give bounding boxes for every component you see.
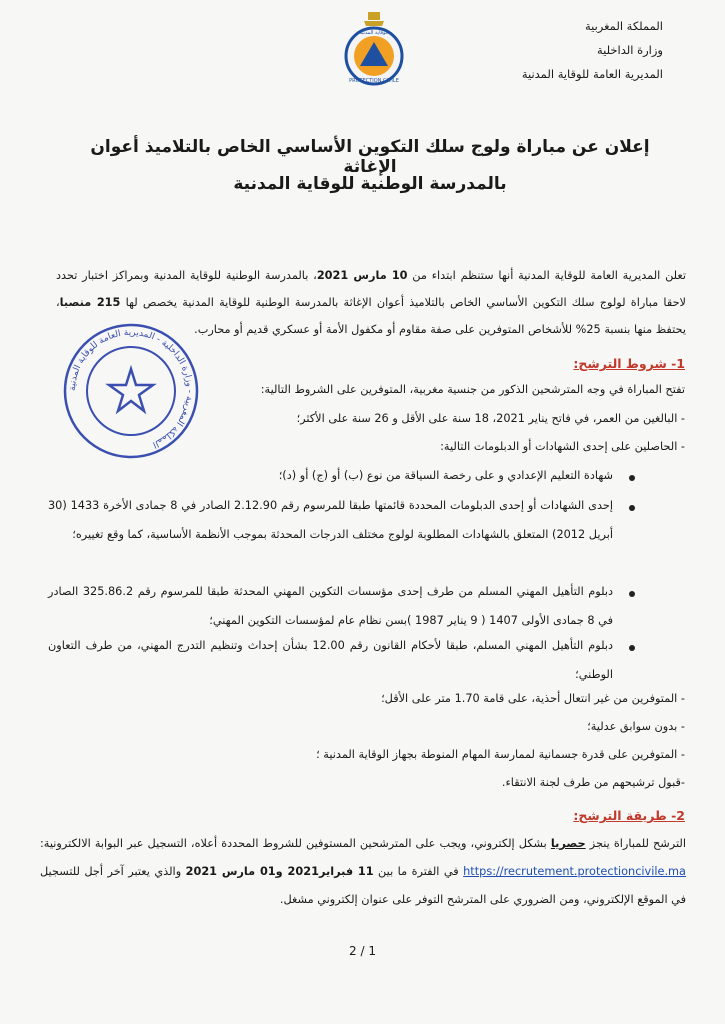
diploma-item-2: إحدى الشهادات أو إحدى الدبلومات المحددة قائمتها طبقا للمرسوم رقم 2.12.90 الصادر في 8 جمادى الأخرة 1433 (30 أبريل 2012) المتعلق بالشهادات المطلوبة لولوج مختلف الدرجات المحدثة بموجب الأنظمة الأساسية، كما وقع تغييره؛ <box>48 499 614 541</box>
logo-bottom-text: PROTECTION CIVILE <box>349 78 399 84</box>
diploma-item-4: دبلوم التأهيل المهني المسلم، طبقا لأحكام القانون رقم 12.00 بشأن إحداث وتنظيم التدرج المهني، من طرف التعاون الوطني؛ <box>48 639 613 681</box>
intro-posts-count: 215 منصبا <box>59 296 121 309</box>
bullet-icon <box>629 475 635 481</box>
announcement-title-line-1: إعلان عن مباراة ولوج سلك التكوين الأساسي الخاص بالتلاميذ أعوان الإغاثة <box>90 137 650 177</box>
intro-text-c: ، بالمدرسة الوطنية للوقاية المدنية وبمراكز اختبار تحدد لاحقا مباراة لولوج سلك التكوين الأساسي الخاص بالتلاميذ أعوان الإغاثة بالمدرسة الوطنية للوقاية المدنية يخصص لها <box>56 269 686 309</box>
bullet-icon <box>629 645 635 651</box>
letterhead <box>522 14 663 86</box>
diploma-item-1: شهادة التعليم الإعدادي و على رخصة السياقة من نوع (ب) أو (ج) أو (د)؛ <box>278 469 613 482</box>
condition-age: - البالغين من العمر، في فاتح يناير 2021، 18 سنة على الأقل و 26 سنة على الأكثر؛ <box>296 412 685 425</box>
page-number: 2 / 1 <box>349 944 376 958</box>
method-exclusive: حصريا <box>550 837 586 850</box>
condition-height: - المتوفرين من غير انتعال أحذية، على قامة 1.70 متر على الأقل؛ <box>381 692 685 705</box>
civil-protection-logo <box>334 12 414 88</box>
condition-selection: -قبول ترشيحهم من طرف لجنة الانتقاء. <box>501 776 685 789</box>
method-period: 11 فبراير2021 و01 مارس 2021 <box>185 865 374 878</box>
condition-record: - بدون سوابق عدلية؛ <box>587 720 685 733</box>
diploma-item-3: دبلوم التأهيل المهني المسلم من طرف إحدى مؤسسات التكوين المهني المحدثة طبقا للمرسوم رقم 325.86.2 الصادر في 8 جمادى الأولى 1407 ( 9 يناير 1987 )بسن نظام عام لمؤسسات التكوين المهني؛ <box>48 585 613 627</box>
method-text-d: في الفترة ما بين <box>373 865 464 878</box>
condition-fitness: - المتوفرين على قدرة جسمانية لممارسة المهام المنوطة بجهاز الوقاية المدنية ؛ <box>316 748 685 761</box>
intro-text-a: تعلن المديرية العامة للوقاية المدنية أنها ستنظم ابتداء من <box>407 269 686 282</box>
bullet-icon <box>629 505 635 511</box>
application-method-paragraph <box>40 830 686 914</box>
section-1-heading: 1- شروط الترشح: <box>573 356 685 371</box>
method-text-f: والذي يعتبر آخر أجل للتسجيل في الموقع الإلكتروني، ومن الضروري على المترشح التوفر على عنوان إلكتروني مشغل. <box>40 865 686 906</box>
recruitment-portal-link[interactable]: https://recrutement.protectioncivile.ma <box>463 865 686 878</box>
announcement-title-line-2: بالمدرسة الوطنية للوقاية المدنية <box>233 174 507 194</box>
letterhead-directorate: المديرية العامة للوقاية المدنية <box>521 67 663 81</box>
logo-top-text: الوقاية المدنية <box>359 30 389 36</box>
method-text-c: بشكل إلكتروني، ويجب على المترشحين المستوفين للشروط المحددة أعلاه، التسجيل عبر البوابة الالكترونية: <box>40 837 551 850</box>
method-text-a: الترشح للمباراة ينجز <box>585 837 686 850</box>
bullet-icon <box>629 591 635 597</box>
stamp-outer-text: المملكة المغربية - وزارة الداخلية - المديرية العامة للوقاية المدنية <box>67 327 195 450</box>
official-stamp <box>62 322 200 460</box>
moroccan-star-seal-icon <box>109 369 153 411</box>
intro-date: 10 مارس 2021 <box>316 269 408 282</box>
condition-diplomas: - الحاصلين على إحدى الشهادات أو الدبلومات التالية: <box>440 440 685 453</box>
section-2-heading: 2- طريقة الترشح: <box>573 808 685 823</box>
intro-text-e: ، يحتفظ منها بنسبة 25% للأشخاص المتوفرين على صفة مقاوم أو مكفول الأمة أو عسكري قديم أو محارب. <box>56 296 686 336</box>
letterhead-ministry: وزارة الداخلية <box>596 43 663 57</box>
conditions-intro: تفتح المباراة في وجه المترشحين الذكور من جنسية مغربية، المتوفرين على الشروط التالية: <box>260 383 685 396</box>
letterhead-kingdom: المملكة المغربية <box>584 19 663 33</box>
